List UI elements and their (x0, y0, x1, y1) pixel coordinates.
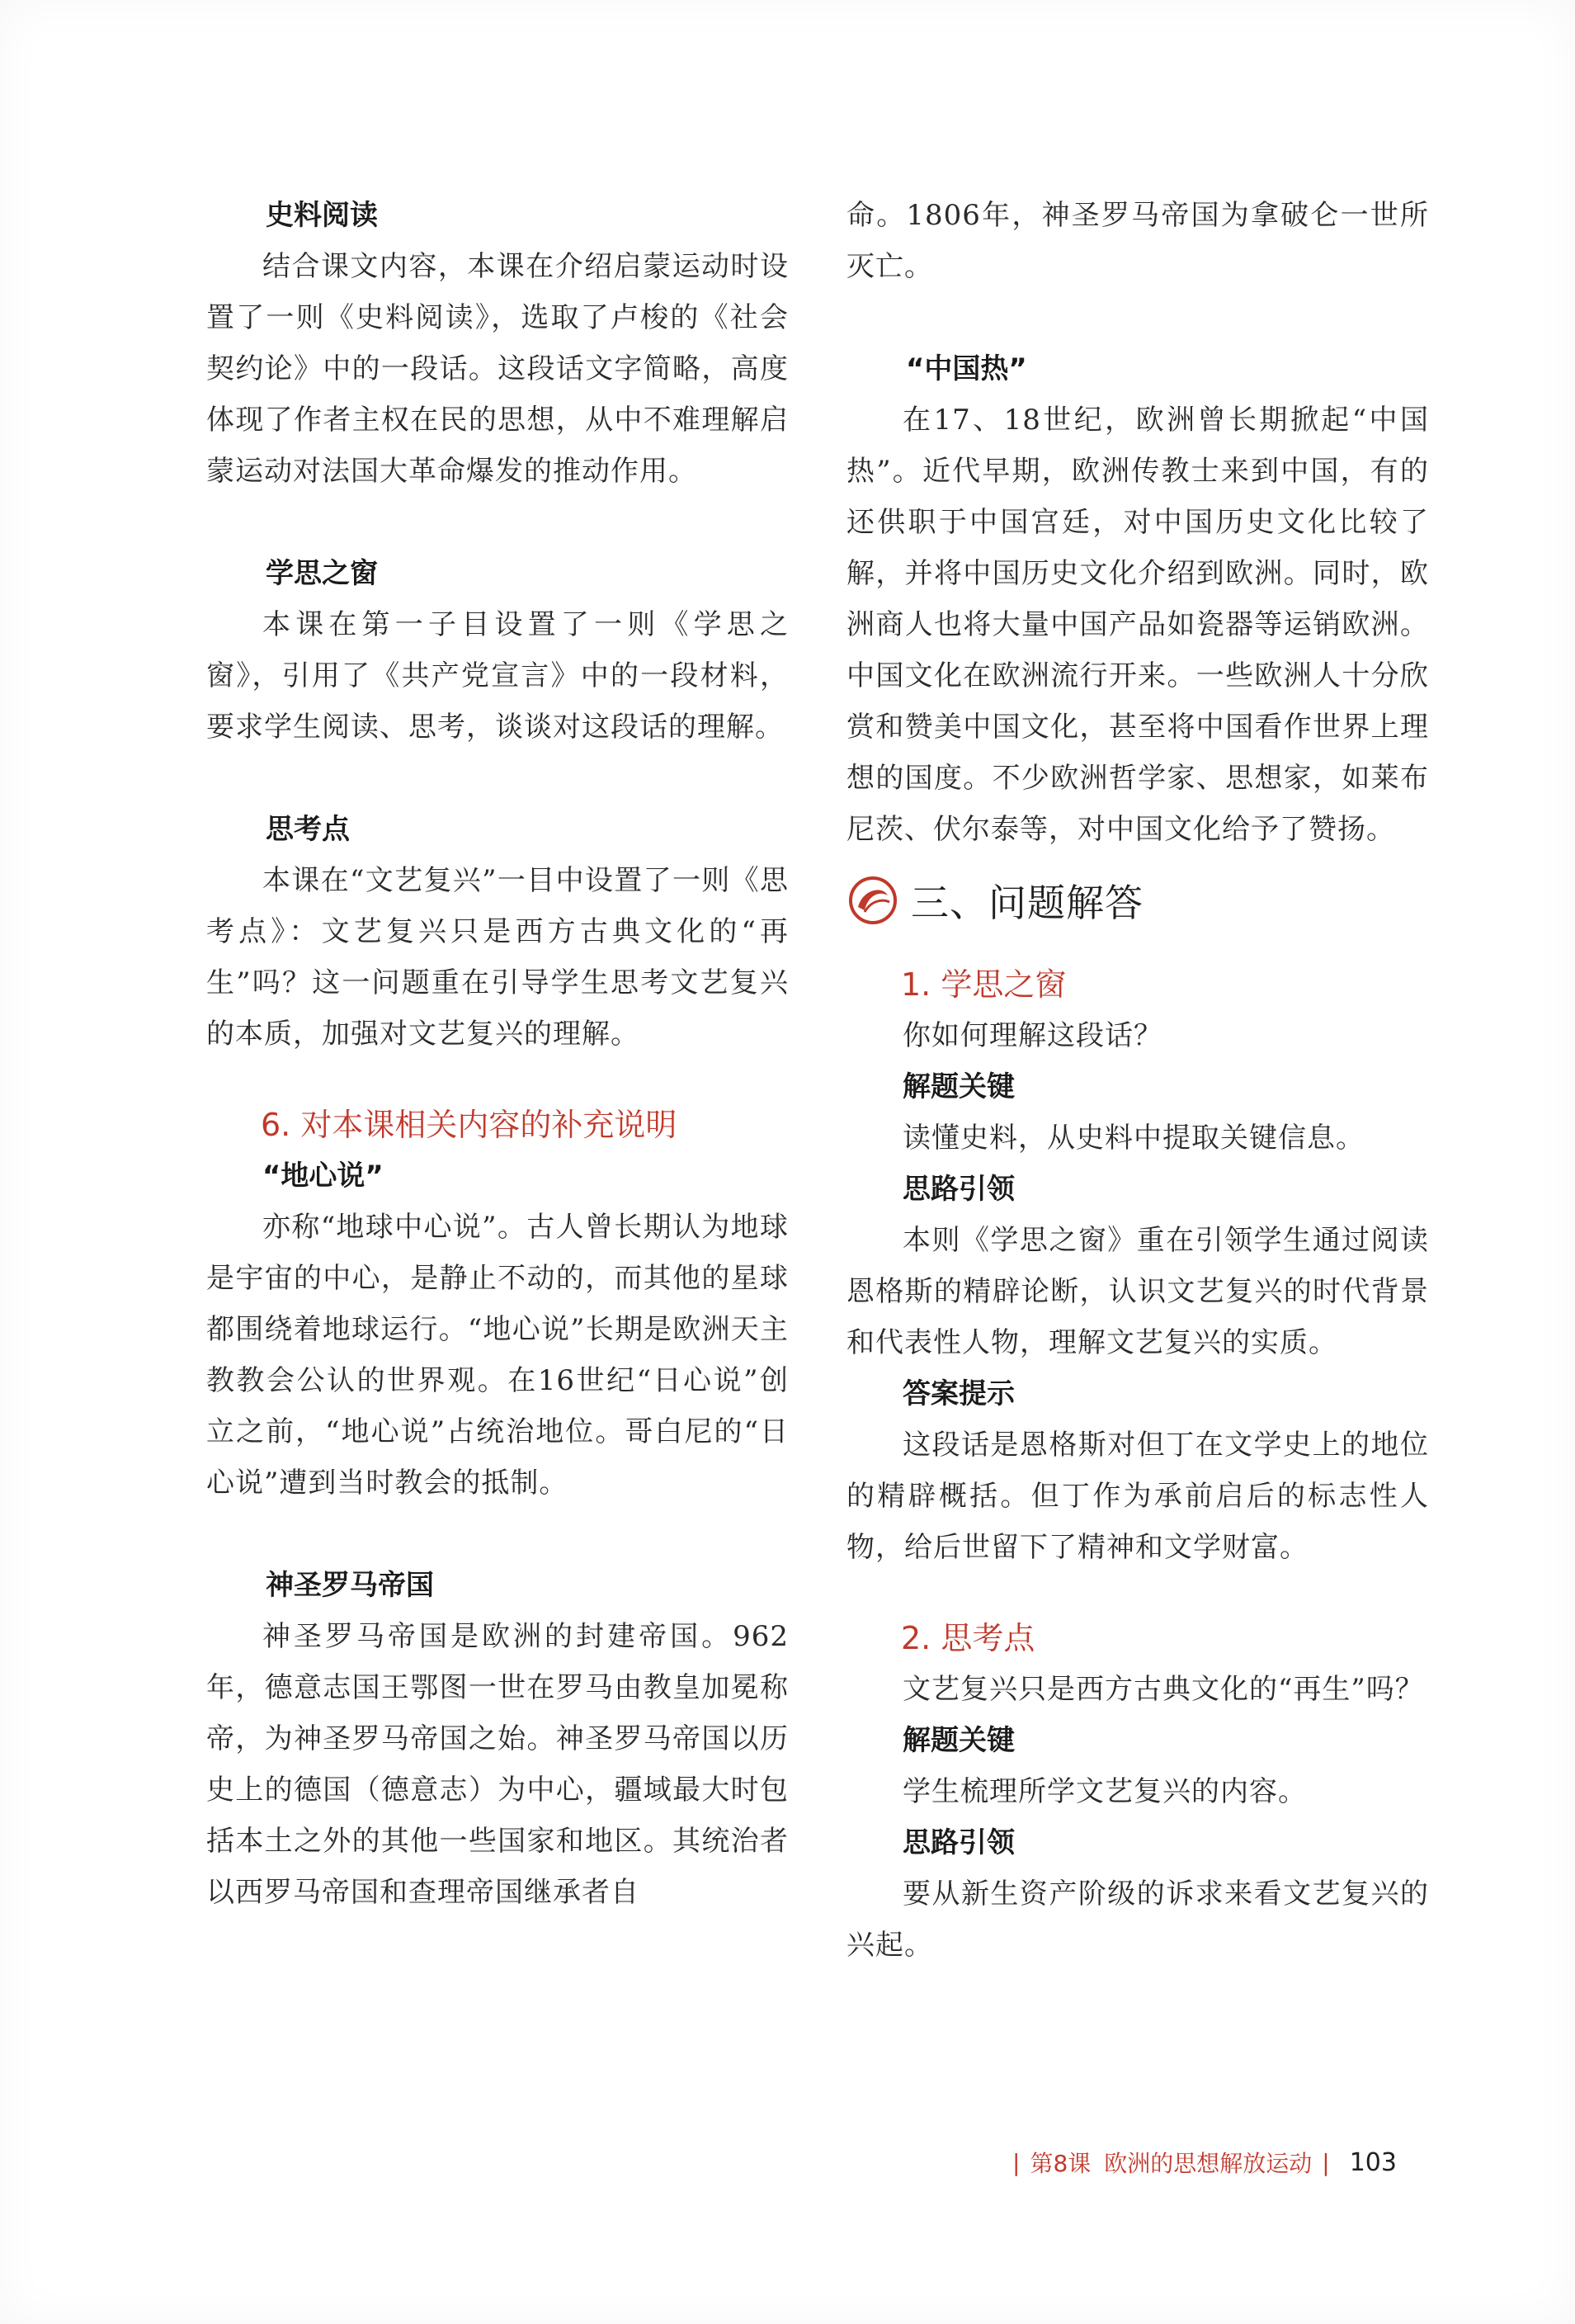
footer-lesson-title: 欧洲的思想解放运动 (1104, 2150, 1313, 2177)
q2-key-label: 解题关键 (903, 1724, 1015, 1757)
swirl-icon (846, 874, 899, 927)
xuesi-text: 本课在第一子目设置了一则《学思之窗》，引用了《共产党宣言》中的一段材料，要求学生阅读、思考，谈谈对这段话的理解。 (206, 608, 789, 744)
q1-key-label: 解题关键 (903, 1070, 1015, 1103)
hre-continued-text: 命。1806年，神圣罗马帝国为拿破仑一世所灭亡。 (846, 199, 1429, 283)
dixin-title: “地心说” (262, 1160, 384, 1193)
shiliao-text: 结合课文内容，本课在介绍启蒙运动时设置了一则《史料阅读》，选取了卢梭的《社会契约论》中的一段话。这段话文字简略，高度体现了作者主权在民的思想，从中不难理解启蒙运动对法国大革命爆发的推动作用。 (206, 250, 789, 488)
hre-text: 神圣罗马帝国是欧洲的封建帝国。962年，德意志国王鄂图一世在罗马由教皇加冕称帝，为神圣罗马帝国之始。神圣罗马帝国以历史上的德国（德意志）为中心，疆域最大时包括本土之外的其他一些国家和地区。其统治者以西罗马帝国和查理帝国继承者自 (206, 1620, 789, 1909)
q2-guide-label: 思路引领 (903, 1826, 1015, 1859)
q1-question: 你如何理解这段话？ (903, 1019, 1162, 1052)
china-craze-text: 在17、18世纪，欧洲曾长期掀起“中国热”。近代早期，欧洲传教士来到中国，有的还供职于中国宫廷，对中国历史文化比较了解，并将中国历史文化介绍到欧洲。同时，欧洲商人也将大量中国产品如瓷器等运销欧洲。中国文化在欧洲流行开来。一些欧洲人十分欣赏和赞美中国文化，甚至将中国看作世界上理想的国度。不少欧洲哲学家、思想家，如莱布尼茨、伏尔泰等，对中国文化给予了赞扬。 (846, 404, 1429, 846)
footer-separator-left: | (1012, 2148, 1021, 2176)
section-header (846, 863, 1429, 938)
supplement-title: 6. 对本课相关内容的补充说明 (261, 1107, 677, 1143)
q1-title: 1. 学思之窗 (901, 966, 1067, 1003)
page-footer (1002, 2146, 1397, 2179)
right-column (846, 190, 1429, 1971)
q2-key-text: 学生梳理所学文艺复兴的内容。 (903, 1775, 1307, 1808)
q2-question: 文艺复兴只是西方古典文化的“再生”吗？ (903, 1673, 1424, 1706)
q2-title: 2. 思考点 (901, 1620, 1035, 1656)
xuesi-title: 学思之窗 (266, 557, 378, 590)
q1-answer-text: 这段话是恩格斯对但丁在文学史上的地位的精辟概括。但丁作为承前启后的标志性人物，给后世留下了精神和文学财富。 (846, 1429, 1429, 1564)
shiliao-title: 史料阅读 (266, 199, 378, 232)
q1-guide-text: 本则《学思之窗》重在引领学生通过阅读恩格斯的精辟论断，认识文艺复兴的时代背景和代表性人物，理解文艺复兴的实质。 (846, 1224, 1429, 1359)
q1-guide-label: 思路引领 (903, 1173, 1015, 1206)
page-number: 103 (1349, 2147, 1397, 2177)
footer-lesson-number: 第8课 (1030, 2150, 1092, 2177)
sikao-title: 思考点 (266, 813, 350, 846)
footer-separator-right: | (1322, 2148, 1330, 2176)
q1-answer-label: 答案提示 (903, 1377, 1015, 1410)
q2-guide-text: 要从新生资产阶级的诉求来看文艺复兴的兴起。 (846, 1878, 1429, 1962)
section-title: 三、问题解答 (911, 881, 1144, 925)
left-column (206, 190, 789, 1918)
dixin-text: 亦称“地球中心说”。古人曾长期认为地球是宇宙的中心，是静止不动的，而其他的星球都围绕着地球运行。“地心说”长期是欧洲天主教教会公认的世界观。在16世纪“日心说”创立之前，“地心说”占统治地位。哥白尼的“日心说”遭到当时教会的抵制。 (206, 1211, 789, 1500)
sikao-text: 本课在“文艺复兴”一目中设置了一则《思考点》：文艺复兴只是西方古典文化的“再生”吗？这一问题重在引导学生思考文艺复兴的本质，加强对文艺复兴的理解。 (206, 864, 789, 1051)
q1-key-text: 读懂史料，从史料中提取关键信息。 (903, 1122, 1365, 1155)
china-craze-title: “中国热” (906, 352, 1027, 385)
hre-title: 神圣罗马帝国 (266, 1569, 434, 1602)
